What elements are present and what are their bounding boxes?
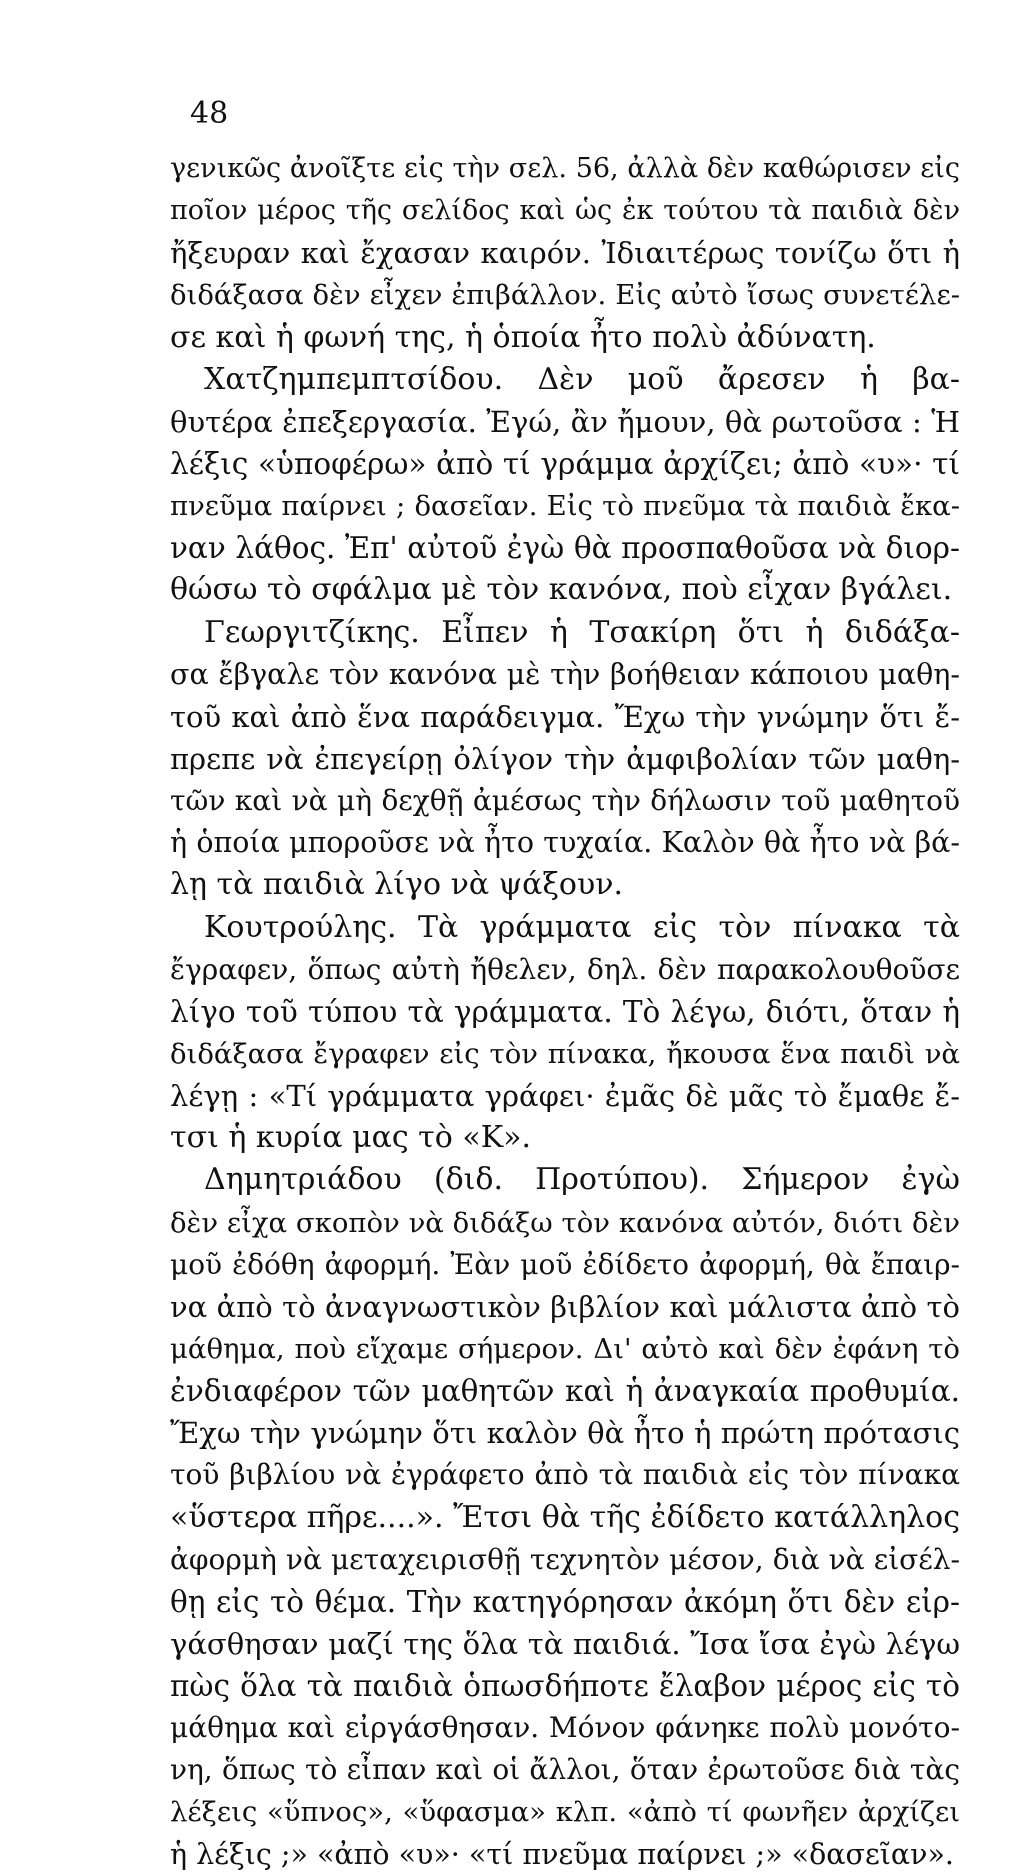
text-line: σα ἔβγαλε τὸν κανόνα μὲ τὴν βοήθειαν κάποιου μαθη-	[170, 657, 960, 691]
text-line: τσι ἡ κυρία μας τὸ «Κ».	[170, 1120, 532, 1156]
text-line: ἡ λέξις ;» «ἀπὸ «υ»· «τί πνεῦμα παίρνει ;» «δασεῖαν».	[170, 1837, 954, 1871]
text-line: διδάξασα δὲν εἶχεν ἐπιβάλλον. Εἰς αὐτὸ ἴσως συνετέλε-	[170, 279, 960, 312]
text-line: μοῦ ἐδόθη ἀφορμή. Ἐὰν μοῦ ἐδίδετο ἀφορμή, θὰ ἔπαιρ-	[170, 1247, 960, 1281]
text-line: τοῦ καὶ ἀπὸ ἕνα παράδειγμα. Ἔχω τὴν γνώμην ὅτι ἔ-	[170, 699, 960, 734]
text-line: πὼς ὅλα τὰ παιδιὰ ὁπωσδήποτε ἔλαβον μέρος εἰς τὸ	[170, 1669, 960, 1704]
text-line: λέξεις «ὕπνος», «ὕφασμα» κλπ. «ἀπὸ τί φωνῆεν ἀρχίζει	[170, 1796, 960, 1829]
speaker-paragraph-start: Γεωργιτζίκης. Εἶπεν ἡ Τσακίρη ὅτι ἡ διδάξα-	[204, 614, 960, 650]
text-line: ἀφορμὴ νὰ μεταχειρισθῇ τεχνητὸν μέσον, διὰ νὰ εἰσέλ-	[170, 1542, 960, 1576]
text-line: ἐνδιαφέρον τῶν μαθητῶν καὶ ἡ ἀναγκαία προθυμία.	[170, 1374, 960, 1409]
speaker-paragraph-start: Χατζημπεμπτσίδου. Δὲν μοῦ ἄρεσεν ἡ βα-	[204, 361, 960, 397]
text-line: θῃ εἰς τὸ θέμα. Τὴν κατηγόρησαν ἀκόμη ὅτι δὲν εἰρ-	[170, 1584, 960, 1619]
text-line: λέγῃ : «Τί γράμματα γράφει· ἐμᾶς δὲ μᾶς τὸ ἔμαθε ἔ-	[170, 1079, 960, 1114]
text-line: λέξις «ὑποφέρω» ἀπὸ τί γράμμα ἀρχίζει; ἀπὸ «υ»· τί	[170, 446, 960, 481]
text-line: νη, ὅπως τὸ εἶπαν καὶ οἱ ἄλλοι, ὅταν ἐρωτοῦσε διὰ τὰς	[170, 1753, 960, 1787]
text-line: πνεῦμα παίρνει ; δασεῖαν. Εἰς τὸ πνεῦμα τὰ παιδιὰ ἔκα-	[170, 490, 960, 523]
text-line: Ἔχω τὴν γνώμην ὅτι καλὸν θὰ ἦτο ἡ πρώτη πρότασις	[170, 1416, 960, 1451]
text-line: πρεπε νὰ ἐπεγείρῃ ὀλίγον τὴν ἀμφιβολίαν τῶν μαθη-	[170, 741, 960, 776]
speaker-paragraph-start: Δημητριάδου (διδ. Προτύπου). Σήμερον ἐγὼ	[204, 1162, 960, 1198]
text-line: μάθημα, ποὺ εἴχαμε σήμερον. Δι' αὐτὸ καὶ δὲν ἐφάνη τὸ	[170, 1332, 960, 1365]
text-line: δὲν εἶχα σκοπὸν νὰ διδάξω τὸν κανόνα αὐτόν, διότι δὲν	[170, 1206, 960, 1239]
body-text	[170, 148, 960, 1876]
text-line: λῃ τὰ παιδιὰ λίγο νὰ ψάξουν.	[170, 867, 623, 903]
page-number: 48	[190, 96, 229, 131]
text-line: τοῦ βιβλίου νὰ ἐγράφετο ἀπὸ τὰ παιδιὰ εἰς τὸν πίνακα	[170, 1458, 960, 1492]
text-line: ἤξευραν καὶ ἔχασαν καιρόν. Ἰδιαιτέρως τονίζω ὅτι ἡ	[170, 236, 960, 271]
text-line: ναν λάθος. Ἐπ' αὐτοῦ ἐγὼ θὰ προσπαθοῦσα νὰ διορ-	[170, 531, 960, 566]
text-line: σε καὶ ἡ φωνή της, ἡ ὁποία ἦτο πολὺ ἀδύνατη.	[170, 319, 876, 355]
text-line: να ἀπὸ τὸ ἀναγνωστικὸν βιβλίον καὶ μάλιστα ἀπὸ τὸ	[170, 1289, 960, 1324]
text-line: θώσω τὸ σφάλμα μὲ τὸν κανόνα, ποὺ εἶχαν βγάλει.	[170, 572, 953, 608]
text-line: μάθημα καὶ εἰργάσθησαν. Μόνον φάνηκε πολὺ μονότο-	[170, 1711, 960, 1745]
text-line: «ὕστερα πῆρε....». Ἔτσι θὰ τῆς ἐδίδετο κατάλληλος	[170, 1499, 960, 1535]
text-line: ἔγραφεν, ὅπως αὐτὴ ἤθελεν, δηλ. δὲν παρακολουθοῦσε	[170, 952, 960, 986]
text-line: διδάξασα ἔγραφεν εἰς τὸν πίνακα, ἤκουσα ἕνα παιδὶ νὰ	[170, 1037, 960, 1070]
text-line: λίγο τοῦ τύπου τὰ γράμματα. Τὸ λέγω, διότι, ὅταν ἡ	[170, 994, 960, 1029]
text-line: ἡ ὁποία μποροῦσε νὰ ἦτο τυχαία. Καλὸν θὰ ἦτο νὰ βά-	[170, 826, 960, 860]
text-line: τῶν καὶ νὰ μὴ δεχθῇ ἀμέσως τὴν δήλωσιν τοῦ μαθητοῦ	[170, 784, 960, 818]
text-line: γάσθησαν μαζί της ὅλα τὰ παιδιά. Ἴσα ἴσα ἐγὼ λέγω	[170, 1626, 960, 1661]
text-line: ποῖον μέρος τῆς σελίδος καὶ ὡς ἐκ τούτου τὰ παιδιὰ δὲν	[170, 195, 960, 227]
text-line: γενικῶς ἀνοῖξτε εἰς τὴν σελ. 56, ἀλλὰ δὲν καθώρισεν εἰς	[170, 153, 960, 184]
text-line: θυτέρα ἐπεξεργασία. Ἐγώ, ἂν ἤμουν, θὰ ρωτοῦσα : Ἡ	[170, 404, 960, 439]
speaker-paragraph-start: Κουτρούλης. Τὰ γράμματα εἰς τὸν πίνακα τὰ	[204, 909, 960, 945]
